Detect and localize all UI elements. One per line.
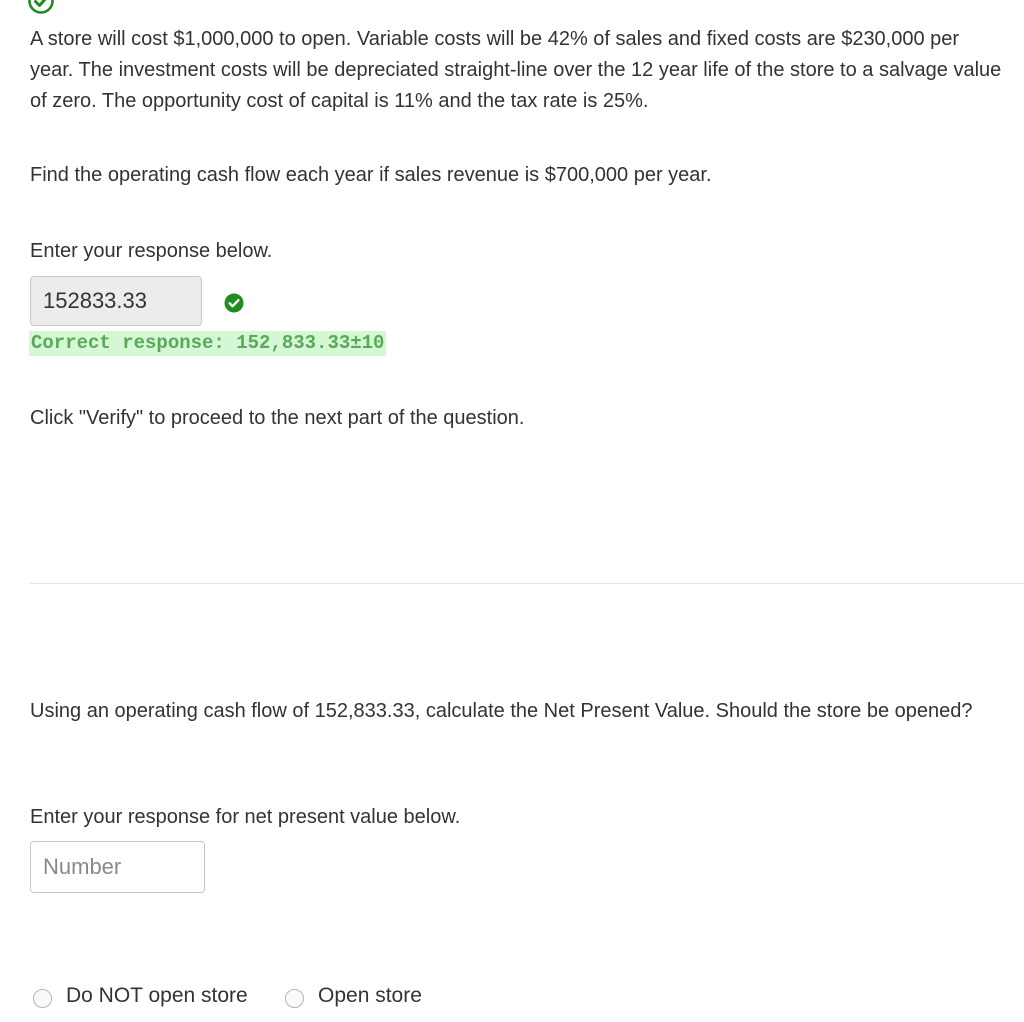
problem-statement: A store will cost $1,000,000 to open. Variable costs will be 42% of sales and fixed costs are $230,000 per year. The investment costs will be depreciated straight-line over the 12 year life of the store to a salvage value of zero. The opportunity cost of capital is 11% and the tax rate is 25%. bbox=[30, 28, 1002, 112]
radio-label: Do NOT open store bbox=[66, 984, 248, 1007]
radio-button[interactable] bbox=[33, 989, 52, 1008]
radio-label: Open store bbox=[318, 984, 422, 1007]
radio-open-store[interactable] bbox=[285, 982, 422, 1010]
npv-number-input[interactable] bbox=[30, 841, 205, 893]
part2-instruction: Enter your response for net present value below. bbox=[30, 806, 461, 828]
check-circle-icon bbox=[28, 0, 54, 14]
part2-prompt: Using an operating cash flow of 152,833.33, calculate the Net Present Value. Should the store be opened? bbox=[30, 700, 973, 722]
radio-do-not-open-store[interactable] bbox=[33, 982, 248, 1010]
check-circle-icon bbox=[224, 293, 244, 313]
part1-instruction: Enter your response below. bbox=[30, 240, 273, 262]
part1-prompt: Find the operating cash flow each year if sales revenue is $700,000 per year. bbox=[30, 164, 712, 186]
correct-response-label: Correct response: 152,833.33±10 bbox=[31, 332, 385, 354]
radio-button[interactable] bbox=[285, 989, 304, 1008]
verify-instruction: Click "Verify" to proceed to the next part of the question. bbox=[30, 407, 525, 429]
section-divider bbox=[30, 583, 1024, 584]
operating-cash-flow-answer: 152833.33 bbox=[30, 276, 202, 326]
